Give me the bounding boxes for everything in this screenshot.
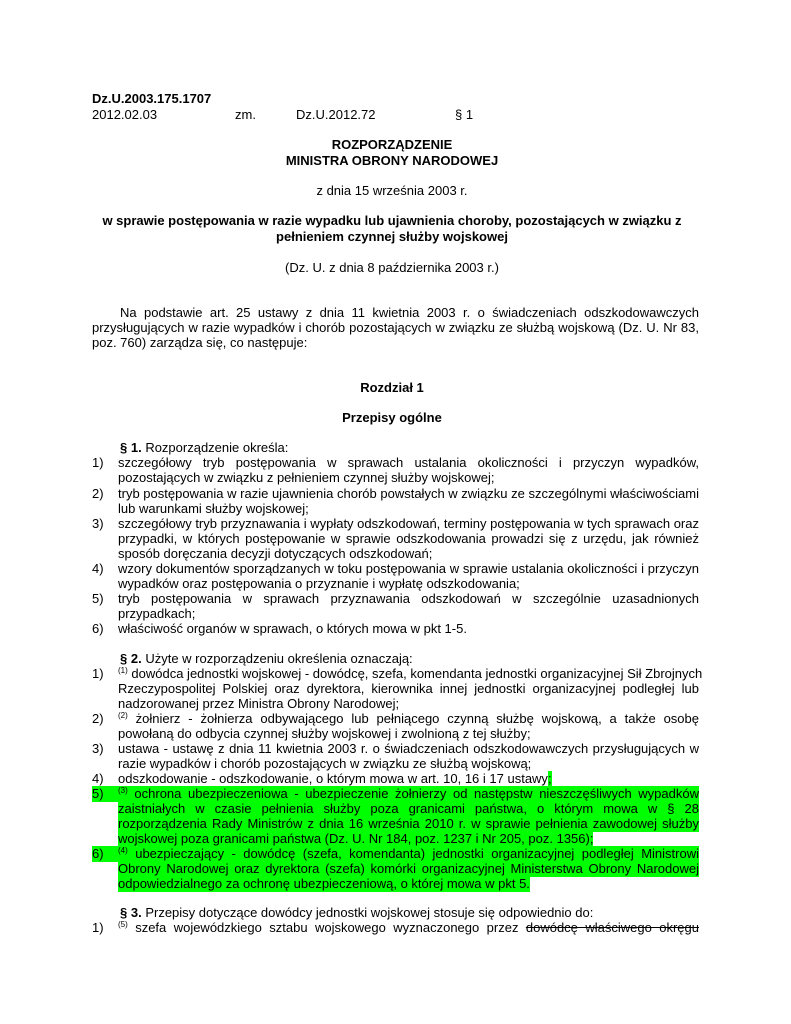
list-item-line: tryb postępowania w sprawach przyznawania odszkodowań w szczególnie uzasadnionych [118,591,699,606]
list-item-line: $^{(1)}$ dowódca jednostki wojskowej - dowódcę, szefa, komendanta jednostki organizacyjnej Sił Zbrojnych [118,666,703,681]
footnote-ref[interactable]: (1) [118,666,128,675]
list-item-line: $^{(3)}$ ochrona ubezpieczeniowa - ubezpieczenie żołnierzy od następstw nieszczęśliwych wypadków [118,786,699,801]
list-number: 3) [92,741,104,756]
list-number: 6) [92,846,104,861]
list-number: 2) [92,711,104,726]
list-item-line: razie wypadków i chorób pozostających w związku ze służbą wojskową; [118,756,532,771]
list-number: 2) [92,486,104,501]
chapter-label: Rozdział 1 [360,380,424,395]
list-item-line: $^{(5)}$ szefa wojewódzkiego sztabu wojskowego wyznaczonego przez dowódcę właściwego okręgu [118,920,699,935]
footnote-ref[interactable]: (3) [118,786,128,795]
paragraph-intro-text: Rozporządzenie określa: [145,440,289,455]
list-number: 1) [92,666,104,681]
list-number: 6) [92,621,104,636]
amendment-label: zm. [235,107,256,122]
list-number: 3) [92,516,104,531]
paragraph-intro-text: Użyte w rozporządzeniu określenia oznaczają: [145,651,413,666]
list-item-line: Obrony Narodowej oraz dyrektora (szefa) komórki organizacyjnej Ministerstwa Obrony Narodowej [118,861,699,876]
regulation-date: z dnia 15 września 2003 r. [316,183,468,198]
amendment-reference: Dz.U.2012.72 [296,107,376,122]
consolidation-date: 2012.02.03 [92,107,158,122]
list-item-line: tryb postępowania w razie ujawnienia chorób powstałych w związku ze szczególnymi właściwościami [118,486,699,501]
paragraph-mark: § 1. [120,440,142,455]
struck-text: dowódcę właściwego okręgu [525,920,699,935]
preamble-line: Na podstawie art. 25 ustawy z dnia 11 kwietnia 2003 r. o świadczeniach odszkodowawczych [120,305,699,320]
list-item-line: nadzorowanej przez Ministra Obrony Narodowej; [118,696,400,711]
subject-line-2: pełnieniem czynnej służby wojskowej [276,229,508,244]
list-item-line: $^{(4)}$ ubezpieczający - dowódcę (szefa, komendanta) jednostki organizacyjnej podległej Ministrowi [118,846,699,861]
paragraph-mark: § 3. [120,905,142,920]
chapter-name: Przepisy ogólne [342,410,442,425]
subject-line-1: w sprawie postępowania w razie wypadku lub ujawnienia choroby, pozostających w związku z [102,213,682,228]
list-item-line: wojskowej poza granicami państwa (Dz. U. Nr 184, poz. 1237 i Nr 205, poz. 1356); [118,831,594,846]
preamble-line: poz. 760) zarządza się, co następuje: [92,335,308,350]
paragraph-1-intro [120,440,288,456]
list-item-line: odpowiedzialnego za ochronę ubezpieczeniową, o której mowa w pkt 5. [118,876,530,891]
paragraph-intro-text: Przepisy dotyczące dowódcy jednostki wojskowej stosuje się odpowiednio do: [145,905,594,920]
footnote-ref[interactable]: (4) [118,846,128,855]
highlighted-semicolon: ; [547,771,552,786]
footnote-ref[interactable]: (2) [118,711,128,720]
list-number: 4) [92,561,104,576]
paragraph-3-intro [120,905,593,921]
preamble-line: przysługujących w razie wypadków i chorób pozostających w związku ze służbą wojskową (Dz. U. Nr 83, [92,320,699,335]
document-reference: Dz.U.2003.175.1707 [92,91,212,106]
list-item-line: sposób doręczania decyzji dotyczących odszkodowań; [118,546,433,561]
paragraph-2-intro [120,651,413,667]
list-item-line: szczegółowy tryb postępowania w sprawach ustalania okoliczności i przyczyn wypadków, [118,455,699,470]
list-number: 1) [92,920,104,935]
list-item-line: lub warunkami służby wojskowej; [118,501,309,516]
list-item-line: wypadków oraz postępowania o przyznanie i wypłatę odszkodowania; [118,576,520,591]
footnote-ref[interactable]: (5) [118,920,128,929]
list-item-line: przypadki, w których postępowanie w sprawie odszkodowania prowadzi się z urzędu, jak również [118,531,699,546]
list-item-line: właściwość organów w sprawach, o których mowa w pkt 1-5. [118,621,467,636]
list-number: 1) [92,455,104,470]
list-number: 5) [92,786,104,801]
header-paragraph: § 1 [455,107,474,122]
title-line-2: MINISTRA OBRONY NARODOWEJ [285,153,499,168]
list-item-line: szczegółowy tryb przyznawania i wypłaty odszkodowań, terminy postępowania w tych sprawach oraz [118,516,699,531]
list-item-line: rozporządzenia Rady Ministrów z dnia 16 września 2010 r. w sprawie pełnienia zawodowej służby [118,816,699,831]
list-number: 4) [92,771,104,786]
list-item-line: wzory dokumentów sporządzanych w toku postępowania w sprawie ustalania okoliczności i przyczyn [118,561,699,576]
list-item-line: $^{(2)}$ żołnierz - żołnierza odbywającego lub pełniącego czynną służbę wojskową, a także osobę [118,711,699,726]
list-item-line: powołaną do odbycia czynnej służby wojskowej i zwolnioną z tej służby; [118,726,531,741]
list-item-line: ustawa - ustawę z dnia 11 kwietnia 2003 r. o świadczeniach odszkodowawczych przysługujących w [118,741,699,756]
list-item-line: zaistniałych w czasie pełnienia służby poza granicami państwa, o którym mowa w § 28 [118,801,699,816]
paragraph-mark: § 2. [120,651,142,666]
title-line-1: ROZPORZĄDZENIE [331,137,453,152]
publication-note: (Dz. U. z dnia 8 października 2003 r.) [285,260,499,275]
list-item-line: Rzeczypospolitej Polskiej oraz dyrektora, kierownika innej jednostki organizacyjnej podległej lub [118,681,699,696]
list-item-line: przypadkach; [118,606,196,621]
list-item-line: odszkodowanie - odszkodowanie, o którym mowa w art. 10, 16 i 17 ustawy; [118,771,552,786]
list-number: 5) [92,591,104,606]
list-item-line: pozostających w związku z pełnieniem czynnej służby wojskowej; [118,470,495,485]
